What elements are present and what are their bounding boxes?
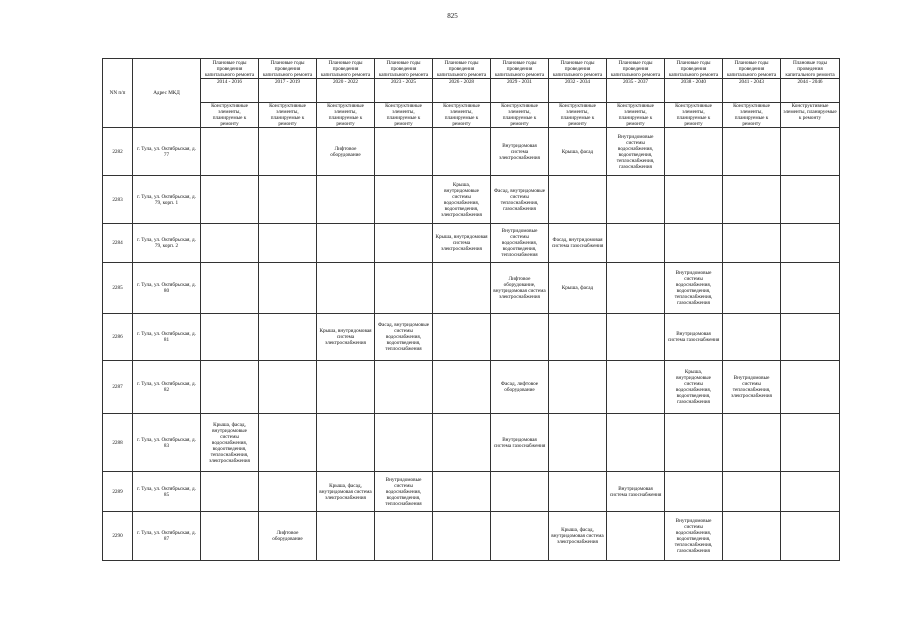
row-number: 2289 [103,472,133,512]
header-period: Плановые годы проведения капитального ремонта 2029 - 2031 [491,59,549,103]
row-cell [665,472,723,512]
row-cell: Лифтовое оборудование [259,512,317,561]
row-cell [259,472,317,512]
header-row-elements [103,103,840,128]
row-cell [259,263,317,314]
row-cell: Крыша, внутридомовая система электроснабжения [317,314,375,361]
row-cell: Крыша, фасад [549,263,607,314]
row-number: 2285 [103,263,133,314]
row-cell [259,361,317,414]
header-address: Адрес МКД [133,59,201,128]
row-number: 2284 [103,224,133,263]
row-cell [723,176,781,224]
header-period: Плановые годы проведения капитального ремонта 2023 - 2025 [375,59,433,103]
table-row [103,176,840,224]
row-address: г. Тула, ул. Октябрьская, д. 80 [133,263,201,314]
row-cell [781,472,840,512]
header-num: NN п/п [103,59,133,128]
row-cell [201,224,259,263]
row-cell [491,512,549,561]
row-cell [723,414,781,472]
row-cell: Внутридомовые системы водоснабжения, водоотведения, теплоснабжения, газоснабжения [665,512,723,561]
row-number: 2290 [103,512,133,561]
row-cell [375,263,433,314]
table-row [103,472,840,512]
row-cell: Крыша, фасад, внутридомовые системы водоснабжения, водоотведения, теплоснабжения, электроснабжения [201,414,259,472]
row-cell [549,361,607,414]
row-cell [317,224,375,263]
header-elements: Конструктивные элементы, планируемые к ремонту [375,103,433,128]
row-cell: Фасад, внутридомовые системы теплоснабжения, газоснабжения [491,176,549,224]
row-cell [201,361,259,414]
row-cell: Лифтовое оборудование, внутридомовая система электроснабжения [491,263,549,314]
row-cell: Фасад, внутридомовые системы водоснабжения, водоотведения, теплоснабжения [375,314,433,361]
header-period: Плановые годы проведения капитального ремонта 2032 - 2034 [549,59,607,103]
row-cell [723,512,781,561]
row-cell [723,314,781,361]
table-row [103,414,840,472]
header-period: Плановые годы проведения капитального ремонта 2014 - 2016 [201,59,259,103]
row-cell [375,176,433,224]
row-cell [781,414,840,472]
row-cell [433,472,491,512]
row-cell [781,128,840,176]
row-cell [375,414,433,472]
row-cell: Лифтовое оборудование [317,128,375,176]
header-elements: Конструктивные элементы, планируемые к ремонту [433,103,491,128]
table-row [103,361,840,414]
row-cell [259,176,317,224]
row-cell: Внутридомовые системы теплоснабжения, электроснабжения [723,361,781,414]
row-cell [317,263,375,314]
header-elements: Конструктивные элементы, планируемые к ремонту [549,103,607,128]
row-cell [607,224,665,263]
row-cell: Внутридомовые системы водоснабжения, водоотведения, теплоснабжения, газоснабжения [665,263,723,314]
row-cell [201,512,259,561]
row-cell: Внутридомовая система газоснабжения [665,314,723,361]
row-cell [723,472,781,512]
row-cell [549,314,607,361]
row-address: г. Тула, ул. Октябрьская, д. 87 [133,512,201,561]
row-cell [201,263,259,314]
row-cell: Крыша, внутридомовые системы водоснабжения, водоотведения, электроснабжения [433,176,491,224]
row-cell [607,361,665,414]
row-cell [781,176,840,224]
header-elements: Конструктивные элементы, планируемые к ремонту [723,103,781,128]
row-cell [781,361,840,414]
row-cell [491,314,549,361]
table-row [103,224,840,263]
row-cell: Крыша, фасад [549,128,607,176]
capital-repair-schedule-table [102,58,840,561]
row-address: г. Тула, ул. Октябрьская, д. 79, корп. 1 [133,176,201,224]
table-row [103,512,840,561]
row-cell [201,176,259,224]
row-cell [607,263,665,314]
row-cell: Внутридомовые системы водоснабжения, водоотведения, теплоснабжения [375,472,433,512]
row-number: 2287 [103,361,133,414]
row-cell [375,361,433,414]
row-cell [433,414,491,472]
page-number: 825 [447,12,458,20]
row-cell: Внутридомовые системы водоснабжения, водоотведения, теплоснабжения, газоснабжения [607,128,665,176]
header-period: Плановые годы проведения капитального ремонта 2035 - 2037 [607,59,665,103]
row-number: 2286 [103,314,133,361]
header-elements: Конструктивные элементы, планируемые к ремонту [781,103,840,128]
header-row-periods [103,59,840,103]
row-cell [433,314,491,361]
row-address: г. Тула, ул. Октябрьская, д. 77 [133,128,201,176]
row-cell [665,176,723,224]
table-row [103,314,840,361]
row-cell [259,414,317,472]
header-elements: Конструктивные элементы, планируемые к ремонту [491,103,549,128]
row-cell [723,128,781,176]
row-cell: Крыша, фасад, внутридомовая система электроснабжения [549,512,607,561]
row-cell [201,128,259,176]
row-cell [375,512,433,561]
row-address: г. Тула, ул. Октябрьская, д. 83 [133,414,201,472]
row-cell [781,263,840,314]
row-address: г. Тула, ул. Октябрьская, д. 82 [133,361,201,414]
row-cell [433,512,491,561]
row-cell [433,263,491,314]
header-period: Плановые годы проведения капитального ремонта 2020 - 2022 [317,59,375,103]
row-cell [259,224,317,263]
row-cell [549,176,607,224]
row-cell: Крыша, фасад, внутридомовая система электроснабжения [317,472,375,512]
row-cell [259,128,317,176]
row-cell [317,414,375,472]
row-cell [317,176,375,224]
row-address: г. Тула, ул. Октябрьская, д. 81 [133,314,201,361]
row-cell [665,128,723,176]
row-cell [781,512,840,561]
row-cell [317,512,375,561]
header-period: Плановые годы проведения капитального ремонта 2041 - 2043 [723,59,781,103]
table-row [103,263,840,314]
row-cell: Фасад, лифтовое оборудование [491,361,549,414]
row-number: 2288 [103,414,133,472]
header-elements: Конструктивные элементы, планируемые к ремонту [317,103,375,128]
row-cell [201,314,259,361]
row-address: г. Тула, ул. Октябрьская, д. 85 [133,472,201,512]
row-cell [201,472,259,512]
row-cell: Фасад, внутридомовая система газоснабжения [549,224,607,263]
row-cell: Внутридомовая система газоснабжения [491,414,549,472]
row-cell: Внутридомовые системы водоснабжения, водоотведения, теплоснабжения [491,224,549,263]
header-period: Плановые годы проведения капитального ремонта 2038 - 2040 [665,59,723,103]
row-cell [375,128,433,176]
row-cell [259,314,317,361]
row-cell [433,361,491,414]
header-period: Плановые годы проведения капитального ремонта 2044 - 2046 [781,59,840,103]
row-cell [607,414,665,472]
row-cell [607,314,665,361]
row-number: 2283 [103,176,133,224]
row-cell [723,224,781,263]
header-elements: Конструктивные элементы, планируемые к ремонту [201,103,259,128]
header-period: Плановые годы проведения капитального ремонта 2026 - 2028 [433,59,491,103]
row-cell: Крыша, внутридомовые системы водоснабжения, водоотведения, газоснабжения [665,361,723,414]
row-cell [723,263,781,314]
row-cell [491,472,549,512]
table-row [103,128,840,176]
row-cell: Крыша, внутридомовая система электроснабжения [433,224,491,263]
row-cell: Внутридомовая система электроснабжения [491,128,549,176]
row-cell: Внутридомовая система газоснабжения [607,472,665,512]
row-cell [375,224,433,263]
row-address: г. Тула, ул. Октябрьская, д. 79, корп. 2 [133,224,201,263]
row-cell [549,414,607,472]
row-cell [607,176,665,224]
row-cell [665,224,723,263]
header-elements: Конструктивные элементы, планируемые к ремонту [607,103,665,128]
header-period: Плановые годы проведения капитального ремонта 2017 - 2019 [259,59,317,103]
row-cell [317,361,375,414]
header-elements: Конструктивные элементы, планируемые к ремонту [259,103,317,128]
row-number: 2282 [103,128,133,176]
row-cell [781,224,840,263]
row-cell [607,512,665,561]
row-cell [781,314,840,361]
row-cell [433,128,491,176]
row-cell [549,472,607,512]
row-cell [665,414,723,472]
header-elements: Конструктивные элементы, планируемые к ремонту [665,103,723,128]
